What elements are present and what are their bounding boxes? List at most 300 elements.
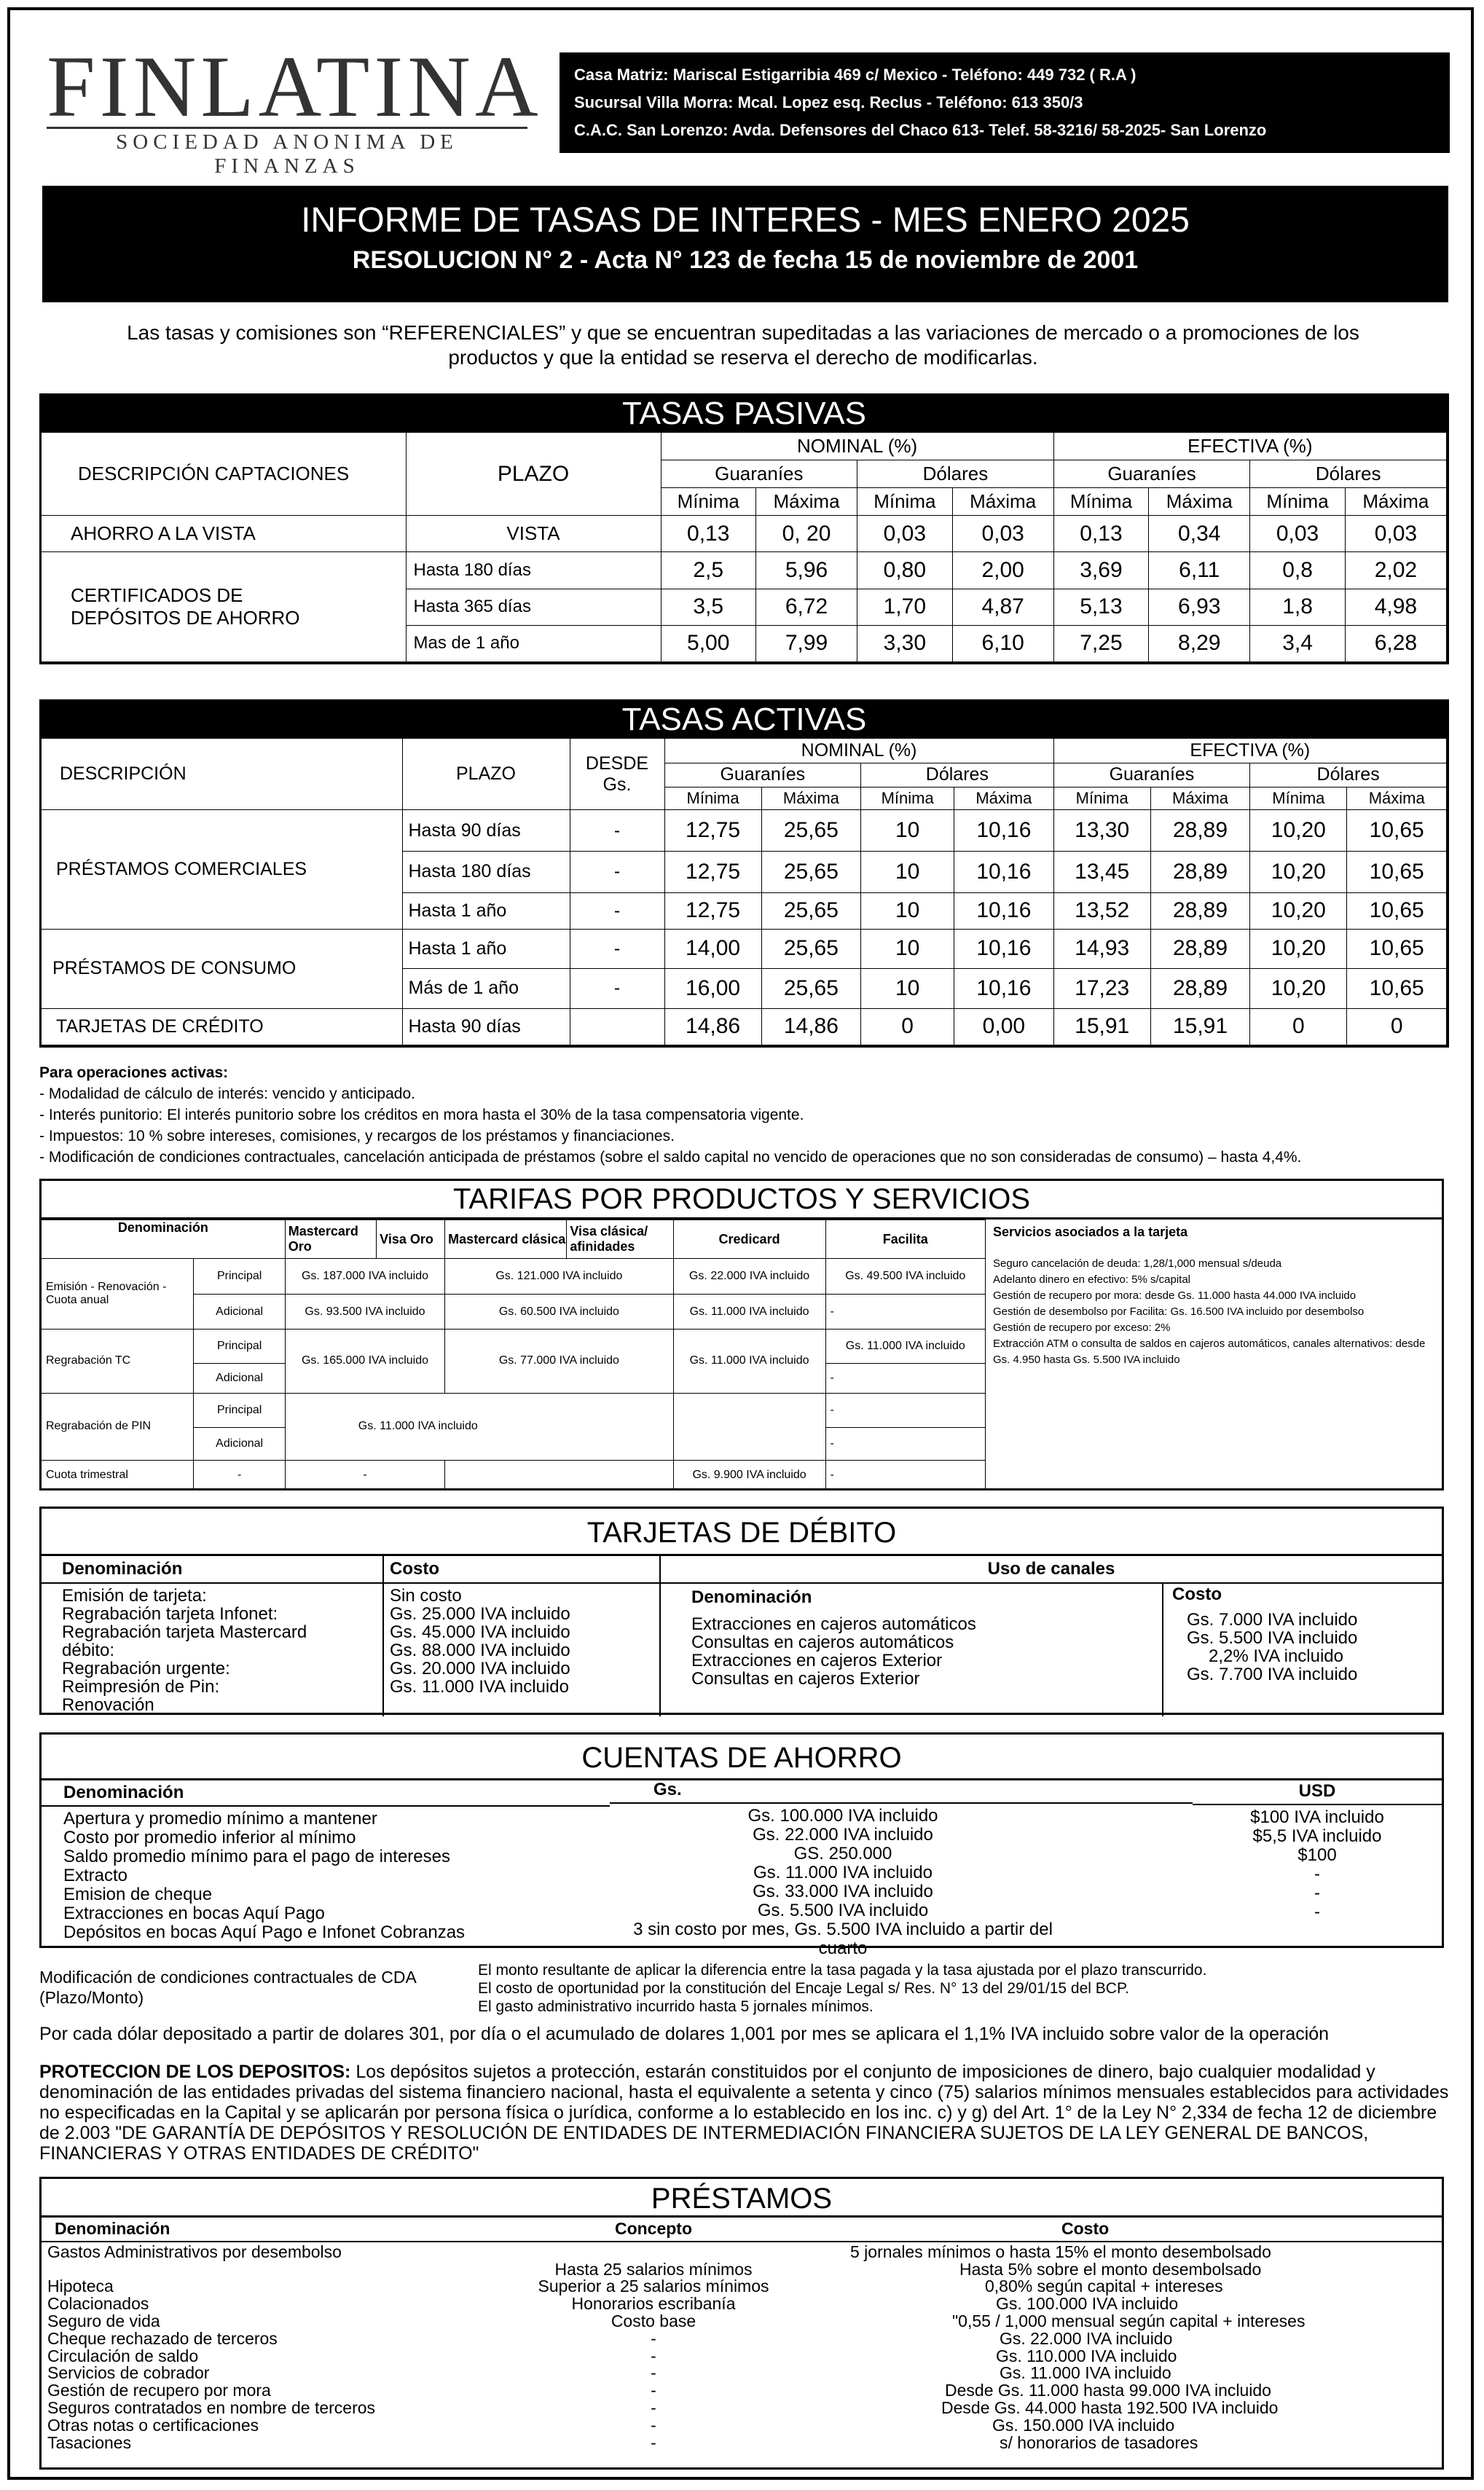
fee-cell: - xyxy=(825,1363,985,1393)
rate-cell: 25,65 xyxy=(761,810,861,852)
prestamo-costo: Desde Gs. 11.000 hasta 99.000 IVA incluido xyxy=(945,2381,1271,2400)
ahorro-gs-value: Gs. 5.500 IVA incluido xyxy=(757,1901,929,1920)
address-line: Sucursal Villa Morra: Mcal. Lopez esq. Reclus - Teléfono: 613 350/3 xyxy=(574,93,1083,111)
canal-item: Extracciones en cajeros Exterior xyxy=(691,1651,943,1670)
ahorro-usd-header: USD xyxy=(1193,1780,1442,1805)
report-title-box xyxy=(42,186,1448,302)
note-line: - Modificación de condiciones contractuales, cancelación anticipada de préstamos (sobre el saldo capital no vencido de operaciones que no son consideradas de consumo) – hasta 4,4%. xyxy=(39,1149,1302,1166)
logo-name: FINLATINA xyxy=(47,38,543,135)
ahorro-gs-value: Gs. 22.000 IVA incluido xyxy=(753,1825,933,1845)
fee-cell: Gs. 11.000 IVA incluido xyxy=(673,1295,825,1329)
row-plazo: Hasta 180 días xyxy=(402,851,570,892)
section-title: TARIFAS POR PRODUCTOS Y SERVICIOS xyxy=(42,1181,1442,1220)
fee-cell: Gs. 187.000 IVA incluido xyxy=(285,1259,444,1295)
rate-cell: 0,03 xyxy=(1250,516,1345,552)
rate-cell: 4,87 xyxy=(952,589,1053,625)
note-heading: Para operaciones activas: xyxy=(39,1064,229,1081)
fee-cell: Gs. 93.500 IVA incluido xyxy=(285,1295,444,1329)
prestamo-concepto: - xyxy=(651,2363,656,2383)
rate-cell: 28,89 xyxy=(1150,969,1250,1008)
note-line: - Interés punitorio: El interés punitorio sobre los créditos en mora hasta el 30% de la tasa compensatoria vigente. xyxy=(39,1107,804,1123)
rate-cell: 0,03 xyxy=(1345,516,1446,552)
rate-cell: 14,93 xyxy=(1053,929,1150,968)
debito-cost: Gs. 88.000 IVA incluido xyxy=(390,1641,570,1660)
prestamo-item: Gastos Administrativos por desembolso xyxy=(47,2242,342,2261)
rate-cell: 10 xyxy=(861,892,954,929)
min-header: Mínima xyxy=(861,788,954,810)
ahorro-section xyxy=(39,1732,1444,1958)
prestamo-costo: Gs. 110.000 IVA incluido xyxy=(996,2346,1177,2365)
note-line: - Impuestos: 10 % sobre intereses, comisiones, y recargos de los préstamos y financiaciones. xyxy=(39,1128,675,1144)
debito-item: Reimpresión de Pin: xyxy=(62,1677,220,1697)
canal-item: Consultas en cajeros automáticos xyxy=(691,1633,954,1652)
guaranies-header: Guaraníes xyxy=(664,763,861,788)
prestamos-concepto-header: Concepto xyxy=(479,2218,828,2242)
rate-cell: 13,45 xyxy=(1053,851,1150,892)
rate-cell: 5,00 xyxy=(661,625,755,661)
min-header: Mínima xyxy=(857,488,952,516)
prestamo-costo: Gs. 22.000 IVA incluido xyxy=(1000,2328,1173,2348)
debito-cost: Sin costo xyxy=(390,1586,462,1606)
prestamos-denom-col xyxy=(42,2218,479,2453)
ahorro-usd-value: $100 xyxy=(1297,1845,1337,1865)
row-plazo: Hasta 180 días xyxy=(406,552,661,589)
rate-cell: 17,23 xyxy=(1053,969,1150,1008)
rate-cell: 6,72 xyxy=(755,589,857,625)
debito-items xyxy=(42,1584,382,1717)
fee-cell: Gs. 9.900 IVA incluido xyxy=(673,1460,825,1490)
tasas-activas-table xyxy=(42,738,1447,1045)
prestamos-section xyxy=(39,2177,1444,2470)
rate-cell: 2,5 xyxy=(661,552,755,589)
rate-cell: 28,89 xyxy=(1150,892,1250,929)
dolares-header: Dólares xyxy=(857,460,1054,488)
prestamos-conceptos xyxy=(479,2242,828,2454)
rate-cell: 12,75 xyxy=(664,851,761,892)
ahorro-gs-value: Gs. 100.000 IVA incluido xyxy=(747,1806,938,1826)
fee-cell xyxy=(445,1460,673,1490)
row-desde: - xyxy=(570,851,664,892)
group-consumo: PRÉSTAMOS DE CONSUMO xyxy=(42,929,402,1008)
prestamo-costo: 5 jornales mínimos o hasta 15% el monto desembolsado xyxy=(850,2242,1271,2261)
ahorro-gs-col xyxy=(610,1780,1076,1958)
nominal-header: NOMINAL (%) xyxy=(664,739,1053,763)
rate-cell: 6,10 xyxy=(952,625,1053,661)
company-logo xyxy=(47,38,543,178)
fee-cell: Gs. 11.000 IVA incluido xyxy=(673,1329,825,1393)
rate-cell: 10,65 xyxy=(1347,892,1447,929)
rate-cell: 0, 20 xyxy=(755,516,857,552)
rate-cell: 2,00 xyxy=(952,552,1053,589)
guaranies-header: Guaraníes xyxy=(1053,460,1250,488)
desc-header: DESCRIPCIÓN CAPTACIONES xyxy=(42,433,406,516)
modif-label: Modificación de condiciones contractuales de CDA (Plazo/Monto) xyxy=(39,1968,416,2007)
debito-cost: Gs. 25.000 IVA incluido xyxy=(390,1604,570,1624)
rate-cell: 7,99 xyxy=(755,625,857,661)
max-header: Máxima xyxy=(1347,788,1447,810)
row-plazo: Mas de 1 año xyxy=(406,625,661,661)
principal-label: Principal xyxy=(194,1393,285,1427)
rate-cell: 13,30 xyxy=(1053,810,1150,852)
prestamo-item: Cheque rechazado de terceros xyxy=(47,2328,278,2348)
ahorro-item: Emision de cheque xyxy=(63,1885,213,1904)
max-header: Máxima xyxy=(1345,488,1446,516)
canal-cost: Gs. 7.000 IVA incluido xyxy=(1187,1610,1358,1630)
canal-cost: Gs. 5.500 IVA incluido xyxy=(1187,1628,1358,1648)
min-header: Mínima xyxy=(661,488,755,516)
ahorro-denom-col xyxy=(42,1780,610,1942)
prestamos-items xyxy=(42,2242,479,2454)
adicional-label: Adicional xyxy=(194,1427,285,1460)
ahorro-usd-col xyxy=(1193,1780,1442,1922)
rate-cell: 25,65 xyxy=(761,969,861,1008)
prestamo-item: Seguro de vida xyxy=(47,2311,160,2330)
section-title: TARJETAS DE DÉBITO xyxy=(586,1517,897,1549)
ahorro-usd-value: - xyxy=(1314,1864,1320,1884)
debito-item: Renovación xyxy=(62,1695,154,1715)
col-facilita: Facilita xyxy=(825,1220,985,1259)
prestamo-concepto: Honorarios escribanía xyxy=(571,2294,736,2314)
row-plazo: VISTA xyxy=(406,516,661,552)
nominal-header: NOMINAL (%) xyxy=(661,433,1053,460)
debito-section xyxy=(39,1507,1444,1715)
max-header: Máxima xyxy=(1149,488,1250,516)
row-desde: - xyxy=(570,810,664,852)
principal-label: Principal xyxy=(194,1329,285,1363)
rate-cell: 0,13 xyxy=(1053,516,1148,552)
ahorro-item: Extracto xyxy=(63,1866,128,1885)
adicional-label: Adicional xyxy=(194,1295,285,1329)
prestamo-costo: Desde Gs. 44.000 hasta 192.500 IVA incluido xyxy=(941,2397,1279,2417)
servicios-asociados xyxy=(986,1220,1437,1491)
row-plazo: Más de 1 año xyxy=(402,969,570,1008)
fee-cell: - xyxy=(825,1295,985,1329)
uso-canales-header: Uso de canales xyxy=(661,1556,1442,1584)
row-plazo: Hasta 1 año xyxy=(402,929,570,968)
table-row xyxy=(42,1008,1447,1045)
section-title: PRÉSTAMOS xyxy=(42,2179,1442,2218)
modif-line: El gasto administrativo incurrido hasta 5 jornales mínimos. xyxy=(478,1998,873,2015)
prestamos-denominacion-header: Denominación xyxy=(42,2218,479,2242)
ahorro-usd-value: - xyxy=(1314,1902,1320,1922)
servicios-header: Servicios asociados a la tarjeta xyxy=(993,1225,1188,1239)
rate-cell: 14,86 xyxy=(761,1008,861,1045)
rate-cell: 10 xyxy=(861,929,954,968)
prestamo-concepto: - xyxy=(651,2346,656,2365)
ahorro-header-rule xyxy=(1076,1780,1193,1804)
uso-canales xyxy=(661,1556,1442,1716)
fee-cell: - xyxy=(285,1460,444,1490)
canal-item: Consultas en cajeros Exterior xyxy=(691,1669,920,1689)
rate-cell: 3,4 xyxy=(1250,625,1345,661)
fee-cell: - xyxy=(194,1460,285,1490)
max-header: Máxima xyxy=(1150,788,1250,810)
prestamos-costo-col xyxy=(828,2218,1442,2453)
address-box xyxy=(560,52,1450,153)
fee-cell: - xyxy=(825,1393,985,1427)
max-header: Máxima xyxy=(954,788,1054,810)
debito-body xyxy=(42,1554,1442,1716)
canales-costs xyxy=(1163,1582,1440,1716)
min-header: Mínima xyxy=(664,788,761,810)
rate-cell: 3,30 xyxy=(857,625,952,661)
rate-cell: 1,8 xyxy=(1250,589,1345,625)
rate-cell: 15,91 xyxy=(1053,1008,1150,1045)
fee-cell: Gs. 49.500 IVA incluido xyxy=(825,1259,985,1295)
row-regrabacion-pin: Regrabación de PIN xyxy=(42,1393,194,1460)
row-desc: CERTIFICADOS DE DEPÓSITOS DE AHORRO xyxy=(42,552,406,662)
proteccion-depositos xyxy=(39,2062,1449,2164)
prestamo-costo: Hasta 5% sobre el monto desembolsado xyxy=(959,2259,1262,2279)
rate-cell: 10,16 xyxy=(954,969,1054,1008)
plazo-header: PLAZO xyxy=(402,739,570,810)
ahorro-gs-header: Gs. xyxy=(610,1780,1076,1804)
servicio-item: Extracción ATM o consulta de saldos en cajeros automáticos, canales alternativos: desde Gs. 4.950 hasta Gs. 5.500 IVA incluido xyxy=(993,1338,1426,1366)
rate-cell: 10 xyxy=(861,969,954,1008)
table-row xyxy=(42,552,1447,589)
rate-cell: 10,65 xyxy=(1347,810,1447,852)
modif-line: El costo de oportunidad por la constitución del Encaje Legal s/ Res. N° 13 del 29/01/15 del BCP. xyxy=(478,1980,1130,1997)
debito-item: Regrabación urgente: xyxy=(62,1659,230,1678)
rate-cell: 10 xyxy=(861,851,954,892)
prestamo-item: Otras notas o certificaciones xyxy=(47,2415,259,2435)
ahorro-item: Depósitos en bocas Aquí Pago e Infonet Cobranzas xyxy=(63,1923,466,1942)
ahorro-usd-value: $100 IVA incluido xyxy=(1250,1807,1384,1827)
efectiva-header: EFECTIVA (%) xyxy=(1053,433,1446,460)
prestamo-costo: 0,80% según capital + intereses xyxy=(985,2277,1223,2296)
fee-cell: Gs. 11.000 IVA incluido xyxy=(285,1393,673,1460)
row-plazo: Hasta 365 días xyxy=(406,589,661,625)
section-title: TASAS ACTIVAS xyxy=(42,702,1447,738)
tasas-pasivas-section xyxy=(39,393,1449,664)
debito-denom-col xyxy=(42,1556,384,1716)
rate-cell: 16,00 xyxy=(664,969,761,1008)
min-header: Mínima xyxy=(1250,488,1345,516)
row-desde: - xyxy=(570,969,664,1008)
modif-line: El monto resultante de aplicar la diferencia entre la tasa pagada y la tasa ajustada por el plazo transcurrido. xyxy=(478,1962,1207,1979)
rate-cell: 10,65 xyxy=(1347,969,1447,1008)
rate-cell: 0,80 xyxy=(857,552,952,589)
rate-cell: 25,65 xyxy=(761,851,861,892)
rate-cell: 13,52 xyxy=(1053,892,1150,929)
rate-cell: 10 xyxy=(861,810,954,852)
prestamo-item xyxy=(47,2261,473,2279)
rate-cell: 15,91 xyxy=(1150,1008,1250,1045)
servicio-item: Seguro cancelación de deuda: 1,28/1,000 mensual s/deuda xyxy=(993,1257,1282,1270)
rate-cell: 0,8 xyxy=(1250,552,1345,589)
tarifas-table xyxy=(42,1220,986,1491)
row-desde: - xyxy=(570,929,664,968)
activas-notes xyxy=(39,1062,1449,1168)
table-row xyxy=(42,516,1447,552)
rate-cell: 25,65 xyxy=(761,892,861,929)
rate-cell: 10,20 xyxy=(1250,969,1347,1008)
row-desde xyxy=(570,1008,664,1045)
row-regrabacion-tc: Regrabación TC xyxy=(42,1329,194,1393)
rate-cell: 10,20 xyxy=(1250,892,1347,929)
ahorro-item: Extracciones en bocas Aquí Pago xyxy=(63,1904,325,1923)
prestamos-concepto-col xyxy=(479,2218,828,2453)
dolares-header: Dólares xyxy=(1250,763,1447,788)
table-row xyxy=(42,810,1447,852)
prestamo-concepto: - xyxy=(651,2432,656,2452)
rate-cell: 10,65 xyxy=(1347,851,1447,892)
rate-cell: 10,65 xyxy=(1347,929,1447,968)
row-desc: AHORRO A LA VISTA xyxy=(42,516,406,552)
rate-cell: 0,13 xyxy=(661,516,755,552)
report-title: INFORME DE TASAS DE INTERES - MES ENERO 2025 xyxy=(301,201,1190,240)
debito-cost: Gs. 20.000 IVA incluido xyxy=(390,1659,570,1678)
ahorro-denominacion-header: Denominación xyxy=(42,1780,610,1807)
address-line: C.A.C. San Lorenzo: Avda. Defensores del Chaco 613- Telef. 58-3216/ 58-2025- San Lorenzo xyxy=(574,121,1267,139)
max-header: Máxima xyxy=(761,788,861,810)
prestamo-costo: Gs. 100.000 IVA incluido xyxy=(996,2294,1179,2314)
rate-cell: 10,20 xyxy=(1250,810,1347,852)
rate-cell: 3,5 xyxy=(661,589,755,625)
debito-costs xyxy=(384,1584,659,1699)
rate-cell: 10,16 xyxy=(954,810,1054,852)
resolution-line: RESOLUCION N° 2 - Acta N° 123 de fecha 15 de noviembre de 2001 xyxy=(352,246,1139,274)
prestamos-costo-header: Costo xyxy=(828,2218,1442,2242)
rate-cell: 10,20 xyxy=(1250,929,1347,968)
prestamo-concepto: - xyxy=(651,2381,656,2400)
address-line: Casa Matriz: Mariscal Estigarribia 469 c/ Mexico - Teléfono: 449 732 ( R.A ) xyxy=(574,66,1136,84)
rate-cell: 6,28 xyxy=(1345,625,1446,661)
row-emision: Emisión - Renovación - Cuota anual xyxy=(42,1259,194,1329)
rate-cell: 1,70 xyxy=(857,589,952,625)
desde-header: DESDE Gs. xyxy=(570,739,664,810)
canal-cost: Gs. 7.700 IVA incluido xyxy=(1187,1665,1358,1684)
rate-cell: 6,93 xyxy=(1149,589,1250,625)
max-header: Máxima xyxy=(952,488,1053,516)
prestamo-item: Gestión de recupero por mora xyxy=(47,2381,271,2400)
rate-cell: 0,03 xyxy=(952,516,1053,552)
min-header: Mínima xyxy=(1053,488,1148,516)
tasas-activas-section xyxy=(39,699,1449,1048)
col-denominacion: Denominación xyxy=(42,1220,285,1259)
rate-cell: 0,00 xyxy=(954,1008,1054,1045)
group-comerciales: PRÉSTAMOS COMERCIALES xyxy=(42,810,402,929)
prestamo-costo: "0,55 / 1,000 mensual según capital + intereses xyxy=(952,2311,1306,2330)
rate-cell: 4,98 xyxy=(1345,589,1446,625)
group-tarjetas: TARJETAS DE CRÉDITO xyxy=(42,1008,402,1045)
rate-cell: 14,00 xyxy=(664,929,761,968)
rate-cell: 12,75 xyxy=(664,892,761,929)
canal-cost: 2,2% IVA incluido xyxy=(1209,1646,1344,1666)
ahorro-usd-values xyxy=(1193,1805,1442,1922)
prestamo-concepto: Costo base xyxy=(611,2311,696,2330)
plazo-header: PLAZO xyxy=(406,433,661,516)
ahorro-usd-value: $5,5 IVA incluido xyxy=(1252,1826,1382,1846)
debito-item: Regrabación tarjeta Infonet: xyxy=(62,1604,278,1624)
table-row xyxy=(42,929,1447,968)
prestamo-concepto: Hasta 25 salarios mínimos xyxy=(554,2259,753,2279)
rate-cell: 12,75 xyxy=(664,810,761,852)
rate-cell: 28,89 xyxy=(1150,851,1250,892)
section-title: CUENTAS DE AHORRO xyxy=(42,1735,1442,1780)
section-title: TASAS PASIVAS xyxy=(42,396,1447,432)
ahorro-item: Saldo promedio mínimo para el pago de intereses xyxy=(63,1847,450,1866)
prestamos-costos xyxy=(828,2242,1442,2454)
tarifas-section xyxy=(39,1179,1444,1491)
prestamo-costo: Gs. 11.000 IVA incluido xyxy=(1000,2363,1171,2383)
ahorro-gs-value: Gs. 33.000 IVA incluido xyxy=(753,1882,933,1901)
row-plazo: Hasta 90 días xyxy=(402,810,570,852)
min-header: Mínima xyxy=(1250,788,1347,810)
row-cuota-trimestral: Cuota trimestral xyxy=(42,1460,194,1490)
prestamo-concepto xyxy=(479,2244,828,2261)
rate-cell: 5,13 xyxy=(1053,589,1148,625)
dolares-header: Dólares xyxy=(861,763,1053,788)
fee-cell xyxy=(673,1393,825,1460)
servicio-item: Gestión de desembolso por Facilita: Gs. 16.500 IVA incluido por desembolso xyxy=(993,1305,1365,1318)
prestamo-costo: s/ honorarios de tasadores xyxy=(1000,2432,1198,2452)
rate-cell: 0 xyxy=(1250,1008,1347,1045)
servicio-item: Gestión de recupero por mora: desde Gs. 11.000 hasta 44.000 IVA incluido xyxy=(993,1289,1357,1302)
dolares-header: Dólares xyxy=(1250,460,1447,488)
ahorro-gs-value: Gs. 11.000 IVA incluido xyxy=(753,1863,933,1882)
fee-cell: Gs. 121.000 IVA incluido xyxy=(445,1259,673,1295)
ahorro-usd-value: - xyxy=(1314,1883,1320,1903)
modif-lines xyxy=(478,1961,1440,2016)
proteccion-text: Los depósitos sujetos a protección, estarán constituidos por el conjunto de imposiciones de dinero, bajo cualquier modalidad y denominación de las entidades privadas del sistema financiero nacional, hasta el equivalente a setenta y cinco (75) salarios mínimos mensuales establecidos para actividades no especificadas en la Capital y se aplicarán por persona física o jurídica, conforme a lo establecido en los inc. c) y g) del Art. 1° de la Ley N° 2,334 de fecha 12 de diciembre de 2.003 "DE GARANTÍA DE DEPÓSITOS Y RESOLUCIÓN DE ENTIDADES DE INTERMEDIACIÓN FINANCIERA SUJETOS DE LA LEY GENERAL DE BANCOS, FINANCIERAS Y OTRAS ENTIDADES DE CRÉDITO" xyxy=(39,2062,1449,2164)
prestamo-item: Colacionados xyxy=(47,2294,149,2314)
tasas-pasivas-table xyxy=(42,432,1447,662)
prestamo-costo: Gs. 150.000 IVA incluido xyxy=(992,2415,1175,2435)
logo-subtitle: SOCIEDAD ANONIMA DE FINANZAS xyxy=(47,127,527,178)
prestamo-item: Seguros contratados en nombre de terceros xyxy=(47,2397,376,2417)
fee-cell: Gs. 77.000 IVA incluido xyxy=(445,1329,673,1393)
rate-cell: 7,25 xyxy=(1053,625,1148,661)
rate-cell: 0 xyxy=(861,1008,954,1045)
min-header: Mínima xyxy=(1053,788,1150,810)
ahorro-gs-value: GS. 250.000 xyxy=(793,1844,892,1863)
rate-cell: 10,16 xyxy=(954,892,1054,929)
adicional-label: Adicional xyxy=(194,1363,285,1393)
ahorro-gs-values xyxy=(610,1804,1076,1958)
rate-cell: 28,89 xyxy=(1150,929,1250,968)
rate-cell: 10,20 xyxy=(1250,851,1347,892)
rate-cell: 6,11 xyxy=(1149,552,1250,589)
prestamo-item: Circulación de saldo xyxy=(47,2346,199,2365)
debito-cost-col xyxy=(384,1556,661,1716)
note-line: - Modalidad de cálculo de interés: vencido y anticipado. xyxy=(39,1085,415,1102)
canales-denominacion-header: Denominación xyxy=(691,1587,812,1607)
debito-costo-header: Costo xyxy=(384,1556,659,1584)
guaranies-header: Guaraníes xyxy=(661,460,857,488)
dolar-note: Por cada dólar depositado a partir de dolares 301, por día o el acumulado de dolares 1,001 por mes se aplicara el 1,1% IVA incluido sobre valor de la operación xyxy=(39,2024,1330,2044)
col-mastercard-oro: Mastercard Oro xyxy=(285,1220,376,1259)
ahorro-item: Costo por promedio inferior al mínimo xyxy=(63,1828,356,1847)
prestamo-concepto: Superior a 25 salarios mínimos xyxy=(538,2277,769,2296)
rate-cell: 0,34 xyxy=(1149,516,1250,552)
rate-cell: 14,86 xyxy=(664,1008,761,1045)
max-header: Máxima xyxy=(755,488,857,516)
servicio-item: Adelanto dinero en efectivo: 5% s/capital xyxy=(993,1273,1191,1286)
servicio-item: Gestión de recupero por exceso: 2% xyxy=(993,1321,1171,1334)
row-desde: - xyxy=(570,892,664,929)
intro-text: Las tasas y comisiones son “REFERENCIALES” y que se encuentran supeditadas a las variaciones de mercado o a promociones de los productos y que la entidad se reserva el derecho de modificarlas. xyxy=(127,321,1359,369)
principal-label: Principal xyxy=(194,1259,285,1295)
fee-cell: Gs. 165.000 IVA incluido xyxy=(285,1329,444,1393)
col-credicard: Credicard xyxy=(673,1220,825,1259)
debito-denominacion-header: Denominación xyxy=(42,1556,382,1584)
ahorro-gs-value: 3 sin costo por mes, Gs. 5.500 IVA incluido a partir del cuarto xyxy=(633,1920,1053,1958)
debito-cost: Gs. 45.000 IVA incluido xyxy=(390,1622,570,1642)
ahorro-items xyxy=(42,1807,610,1942)
rate-cell: 0,03 xyxy=(857,516,952,552)
debito-item: Regrabación tarjeta Mastercard débito: xyxy=(62,1622,307,1660)
